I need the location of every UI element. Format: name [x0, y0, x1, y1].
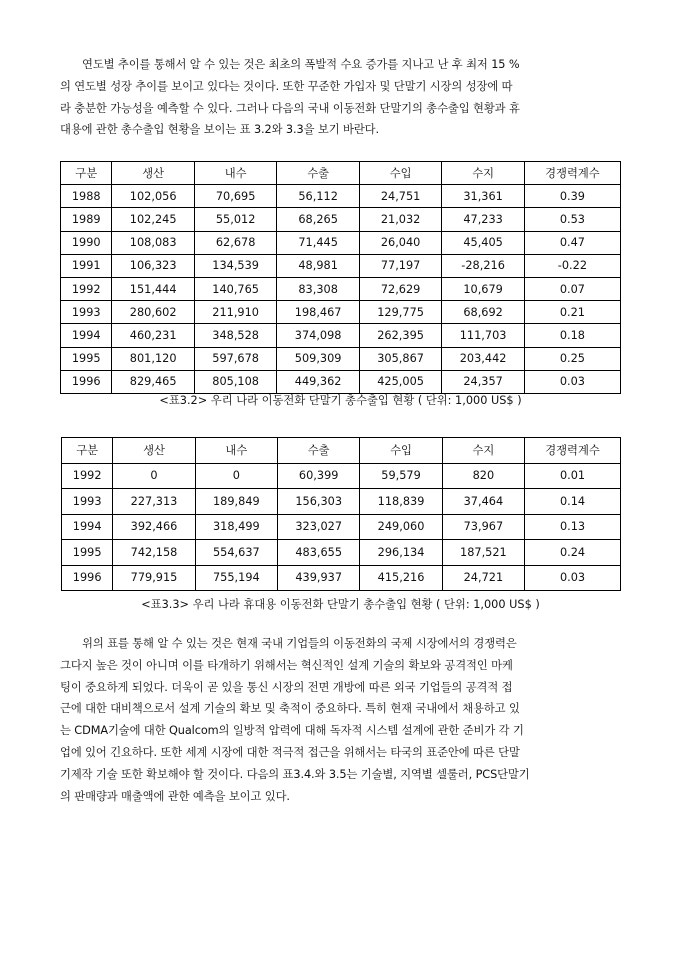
value-cell: 0.21 — [524, 301, 620, 324]
value-cell: 31,361 — [442, 185, 524, 208]
header-cell: 수입 — [360, 438, 442, 464]
header-cell: 경쟁력계수 — [525, 438, 621, 464]
value-cell: 392,466 — [113, 514, 195, 540]
value-cell: 820 — [442, 463, 524, 489]
value-cell: 24,751 — [359, 185, 441, 208]
value-cell: 71,445 — [277, 231, 359, 254]
conclusion-paragraph — [60, 633, 622, 807]
year-cell: 1991 — [61, 254, 112, 277]
value-cell: 24,721 — [442, 565, 524, 591]
value-cell: 0.39 — [524, 185, 620, 208]
value-cell: 68,265 — [277, 208, 359, 231]
value-cell: 108,083 — [112, 231, 194, 254]
value-cell: 348,528 — [194, 324, 276, 347]
header-cell: 구분 — [62, 438, 113, 464]
year-cell: 1995 — [62, 540, 113, 566]
year-cell: 1988 — [61, 185, 112, 208]
value-cell: 0.25 — [524, 347, 620, 370]
value-cell: 37,464 — [442, 489, 524, 515]
intro-line: 라 충분한 가능성을 예측할 수 있다. 그러나 다음의 국내 이동전화 단말기의 총수출입 현황과 휴 — [60, 101, 520, 115]
value-cell: 0.24 — [525, 540, 621, 566]
value-cell: 318,499 — [195, 514, 277, 540]
value-cell: 323,027 — [278, 514, 360, 540]
value-cell: 83,308 — [277, 277, 359, 300]
table-row — [61, 208, 621, 231]
value-cell: -0.22 — [524, 254, 620, 277]
table-row — [61, 277, 621, 300]
value-cell: 60,399 — [278, 463, 360, 489]
intro-line: 대용에 관한 총수출입 현황을 보이는 표 3.2와 3.3을 보기 바란다. — [60, 123, 379, 137]
value-cell: 0.14 — [525, 489, 621, 515]
value-cell: 72,629 — [359, 277, 441, 300]
value-cell: 73,967 — [442, 514, 524, 540]
header-cell: 내수 — [195, 438, 277, 464]
value-cell: 21,032 — [359, 208, 441, 231]
conclusion-line: 의 판매량과 매출액에 관한 예측을 보이고 있다. — [60, 789, 290, 803]
table-row — [62, 489, 621, 515]
value-cell: 118,839 — [360, 489, 442, 515]
year-cell: 1996 — [62, 565, 113, 591]
value-cell: 742,158 — [113, 540, 195, 566]
header-cell: 수출 — [277, 162, 359, 185]
value-cell: 10,679 — [442, 277, 524, 300]
header-cell: 구분 — [61, 162, 112, 185]
year-cell: 1990 — [61, 231, 112, 254]
header-cell: 경쟁력계수 — [524, 162, 620, 185]
value-cell: 262,395 — [359, 324, 441, 347]
table-row — [61, 324, 621, 347]
value-cell: 68,692 — [442, 301, 524, 324]
table-row — [61, 301, 621, 324]
header-cell: 수지 — [442, 438, 524, 464]
year-cell: 1994 — [62, 514, 113, 540]
value-cell: 47,233 — [442, 208, 524, 231]
value-cell: 227,313 — [113, 489, 195, 515]
value-cell: 425,005 — [359, 370, 441, 393]
value-cell: 187,521 — [442, 540, 524, 566]
conclusion-line: 위의 표를 통해 알 수 있는 것은 현재 국내 기업들의 이동전화의 국제 시장에서의 경쟁력은 — [82, 637, 517, 650]
value-cell: 0.03 — [525, 565, 621, 591]
header-cell: 생산 — [112, 162, 194, 185]
value-cell: 203,442 — [442, 347, 524, 370]
year-cell: 1992 — [62, 463, 113, 489]
value-cell: 779,915 — [113, 565, 195, 591]
value-cell: 156,303 — [278, 489, 360, 515]
table-header-row — [61, 162, 621, 185]
table-row — [62, 540, 621, 566]
table-row — [62, 514, 621, 540]
value-cell: 151,444 — [112, 277, 194, 300]
value-cell: -28,216 — [442, 254, 524, 277]
value-cell: 805,108 — [194, 370, 276, 393]
value-cell: 439,937 — [278, 565, 360, 591]
value-cell: 111,703 — [442, 324, 524, 347]
conclusion-line: 기제작 기술 또한 확보해야 할 것이다. 다음의 표3.4.와 3.5는 기술별, 지역별 셀룰러, PCS단말기 — [60, 767, 530, 781]
table2-caption: <표3.3> 우리 나라 휴대용 이동전화 단말기 총수출입 현황 ( 단위: 1,000 US$ ) — [141, 598, 540, 611]
conclusion-line: 업에 있어 긴요하다. 또한 세계 시장에 대한 적극적 접근을 위해서는 타국의 표준안에 따른 단말 — [60, 745, 520, 759]
value-cell: 62,678 — [194, 231, 276, 254]
conclusion-line: 그다지 높은 것이 아니며 이를 타개하기 위해서는 혁신적인 설계 기술의 확보와 공격적인 마케 — [60, 658, 513, 672]
header-cell: 수입 — [359, 162, 441, 185]
value-cell: 280,602 — [112, 301, 194, 324]
value-cell: 56,112 — [277, 185, 359, 208]
intro-line: 연도별 추이를 통해서 알 수 있는 것은 최초의 폭발적 수요 증가를 지나고 난 후 최저 15 % — [82, 58, 520, 71]
intro-line: 의 연도별 성장 추이를 보이고 있다는 것이다. 또한 꾸준한 가입자 및 단말기 시장의 성장에 따 — [60, 79, 513, 93]
year-cell: 1993 — [61, 301, 112, 324]
value-cell: 198,467 — [277, 301, 359, 324]
value-cell: 48,981 — [277, 254, 359, 277]
table-row — [62, 463, 621, 489]
value-cell: 0.53 — [524, 208, 620, 231]
table1-caption: <표3.2> 우리 나라 이동전화 단말기 총수출입 현황 ( 단위: 1,000 US$ ) — [159, 394, 522, 407]
value-cell: 45,405 — [442, 231, 524, 254]
mobile-phone-trade-table — [60, 161, 621, 394]
table-row — [61, 347, 621, 370]
value-cell: 449,362 — [277, 370, 359, 393]
value-cell: 597,678 — [194, 347, 276, 370]
value-cell: 129,775 — [359, 301, 441, 324]
value-cell: 211,910 — [194, 301, 276, 324]
value-cell: 483,655 — [278, 540, 360, 566]
header-cell: 내수 — [194, 162, 276, 185]
value-cell: 134,539 — [194, 254, 276, 277]
value-cell: 189,849 — [195, 489, 277, 515]
value-cell: 509,309 — [277, 347, 359, 370]
value-cell: 554,637 — [195, 540, 277, 566]
value-cell: 755,194 — [195, 565, 277, 591]
table-row — [62, 565, 621, 591]
year-cell: 1989 — [61, 208, 112, 231]
table-row — [61, 231, 621, 254]
value-cell: 0.13 — [525, 514, 621, 540]
value-cell: 0.18 — [524, 324, 620, 347]
header-cell: 생산 — [113, 438, 195, 464]
table-row — [61, 185, 621, 208]
value-cell: 296,134 — [360, 540, 442, 566]
portable-phone-trade-table — [61, 437, 621, 591]
value-cell: 0 — [195, 463, 277, 489]
value-cell: 0.01 — [525, 463, 621, 489]
conclusion-line: 팅이 중요하게 되었다. 더욱이 곧 있을 통신 시장의 전면 개방에 따른 외국 기업들의 공격적 접 — [60, 680, 513, 694]
year-cell: 1994 — [61, 324, 112, 347]
value-cell: 77,197 — [359, 254, 441, 277]
conclusion-line: 근에 대한 대비책으로서 설계 기술의 확보 및 축적이 중요하다. 특히 현재 국내에서 채용하고 있 — [60, 702, 520, 716]
value-cell: 70,695 — [194, 185, 276, 208]
header-cell: 수지 — [442, 162, 524, 185]
value-cell: 106,323 — [112, 254, 194, 277]
value-cell: 801,120 — [112, 347, 194, 370]
value-cell: 26,040 — [359, 231, 441, 254]
value-cell: 55,012 — [194, 208, 276, 231]
header-cell: 수출 — [278, 438, 360, 464]
value-cell: 249,060 — [360, 514, 442, 540]
table-header-row — [62, 438, 621, 464]
value-cell: 59,579 — [360, 463, 442, 489]
year-cell: 1996 — [61, 370, 112, 393]
value-cell: 374,098 — [277, 324, 359, 347]
year-cell: 1995 — [61, 347, 112, 370]
value-cell: 415,216 — [360, 565, 442, 591]
year-cell: 1992 — [61, 277, 112, 300]
value-cell: 0.07 — [524, 277, 620, 300]
value-cell: 829,465 — [112, 370, 194, 393]
value-cell: 102,245 — [112, 208, 194, 231]
table-row — [61, 370, 621, 393]
value-cell: 460,231 — [112, 324, 194, 347]
value-cell: 0 — [113, 463, 195, 489]
table-row — [61, 254, 621, 277]
value-cell: 0.03 — [524, 370, 620, 393]
value-cell: 0.47 — [524, 231, 620, 254]
value-cell: 140,765 — [194, 277, 276, 300]
value-cell: 305,867 — [359, 347, 441, 370]
year-cell: 1993 — [62, 489, 113, 515]
conclusion-line: 는 CDMA기술에 대한 Qualcom의 일방적 압력에 대해 독자적 시스템 설계에 관한 준비가 각 기 — [60, 724, 524, 738]
value-cell: 24,357 — [442, 370, 524, 393]
value-cell: 102,056 — [112, 185, 194, 208]
intro-paragraph — [60, 54, 622, 141]
